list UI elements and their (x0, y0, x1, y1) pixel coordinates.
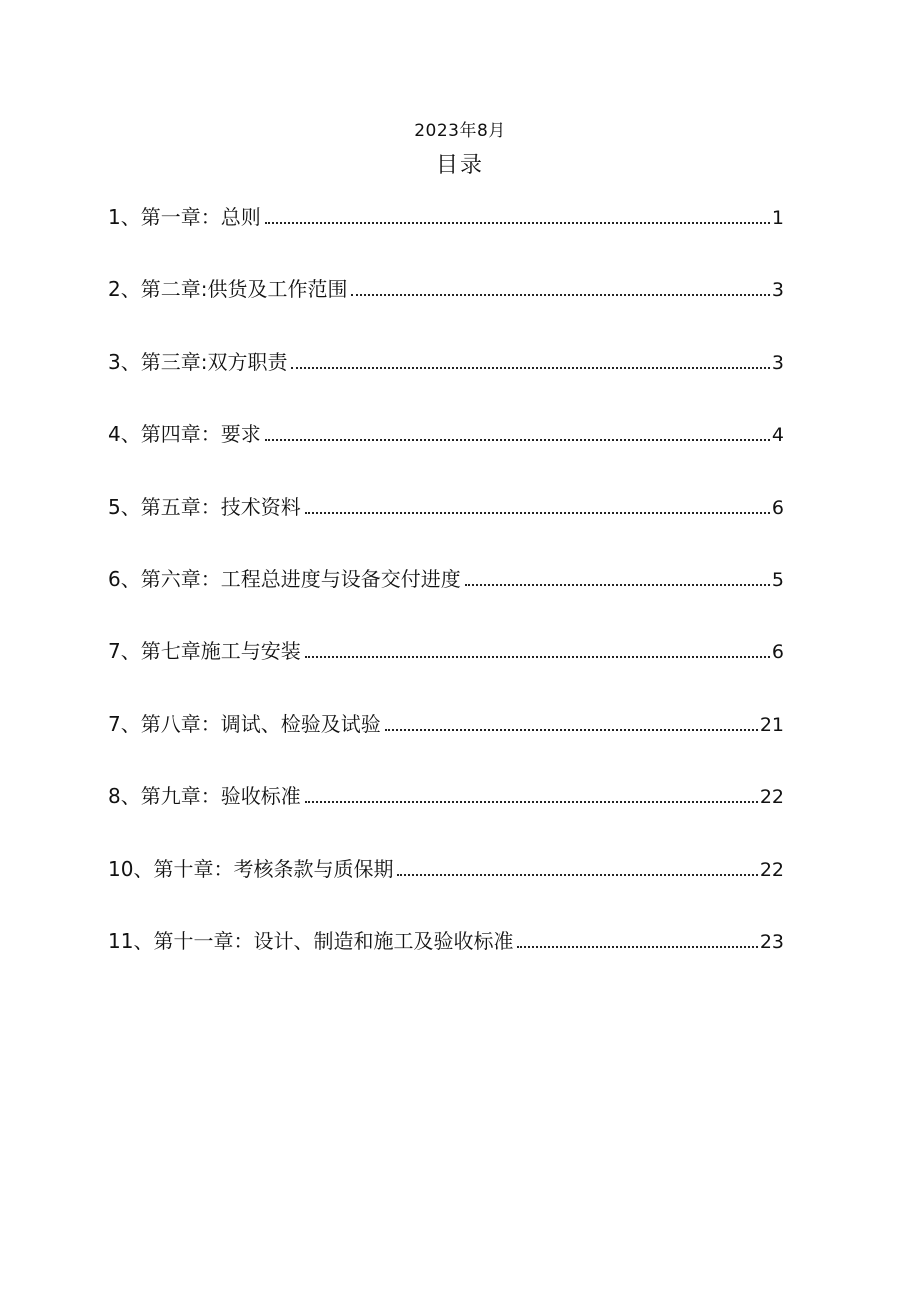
toc-dot-leader (305, 636, 770, 658)
toc-dot-leader (517, 926, 757, 948)
table-of-contents (108, 200, 784, 996)
toc-dot-leader (265, 419, 770, 441)
toc-entry-title: 5、第五章：技术资料 (108, 494, 301, 519)
toc-entry-title: 7、第八章：调试、检验及试验 (108, 711, 381, 736)
toc-entry-title: 6、第六章：工程总进度与设备交付进度 (108, 566, 461, 591)
toc-entry[interactable] (108, 200, 784, 272)
toc-dot-leader (305, 492, 770, 514)
toc-entry-title: 2、第二章:供货及工作范围 (108, 277, 348, 302)
toc-entry-page-number: 22 (759, 858, 784, 881)
toc-entry-page-number: 23 (759, 930, 784, 953)
toc-dot-leader (397, 854, 757, 876)
document-date: 2023年8月 (414, 121, 506, 141)
toc-entry-title: 11、第十一章：设计、制造和施工及验收标准 (108, 928, 514, 953)
toc-dot-leader (385, 709, 758, 731)
toc-dot-leader (305, 781, 758, 803)
toc-entry-page-number: 6 (771, 496, 784, 519)
toc-entry-title: 7、第七章施工与安装 (108, 639, 301, 664)
toc-entry-page-number: 22 (759, 786, 784, 809)
toc-title: 目录 (435, 153, 484, 178)
toc-entry[interactable] (108, 345, 784, 417)
toc-entry-title: 3、第三章:双方职责 (108, 349, 288, 374)
toc-entry[interactable] (108, 272, 784, 344)
toc-entry[interactable] (108, 417, 784, 489)
toc-entry-page-number: 6 (771, 641, 784, 664)
toc-entry[interactable] (108, 924, 784, 996)
toc-entry[interactable] (108, 490, 784, 562)
toc-entry-title: 4、第四章：要求 (108, 422, 261, 447)
toc-entry-page-number: 5 (771, 568, 784, 591)
toc-entry[interactable] (108, 779, 784, 851)
toc-entry[interactable] (108, 852, 784, 924)
toc-entry-page-number: 3 (771, 279, 784, 302)
toc-entry-page-number: 3 (771, 351, 784, 374)
toc-dot-leader (465, 564, 770, 586)
toc-entry[interactable] (108, 707, 784, 779)
toc-entry-title: 10、第十章：考核条款与质保期 (108, 856, 394, 881)
toc-entry[interactable] (108, 562, 784, 634)
toc-entry-title: 1、第一章：总则 (108, 205, 261, 229)
toc-entry[interactable] (108, 634, 784, 706)
toc-entry-title: 8、第九章：验收标准 (108, 784, 301, 809)
toc-dot-leader (291, 347, 769, 369)
toc-dot-leader (351, 274, 769, 296)
toc-entry-page-number: 4 (771, 424, 784, 447)
toc-dot-leader (265, 202, 770, 224)
toc-entry-page-number: 1 (771, 207, 784, 229)
toc-entry-page-number: 21 (759, 713, 784, 736)
